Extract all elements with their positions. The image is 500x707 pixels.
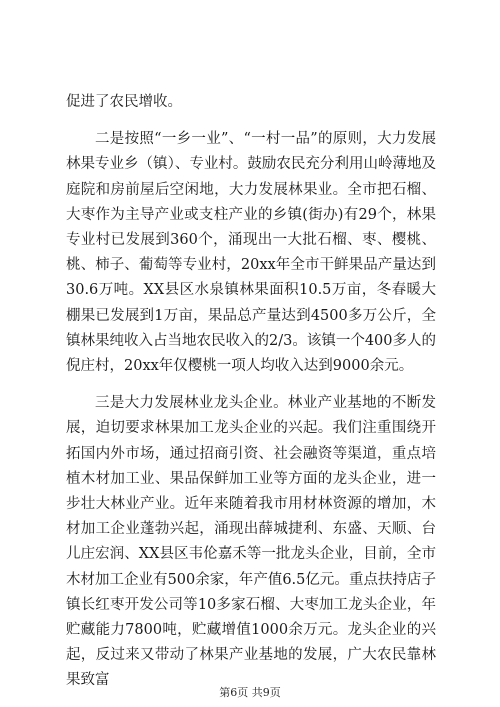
document-body (66, 90, 436, 694)
page-number-footer: 第6页 共9页 (219, 686, 281, 699)
paragraph-leading-enterprises: 三是大力发展林业龙头企业。林业产业基地的不断发展，迫切要求林果加工龙头企业的兴起。我们注重围绕开拓国内外市场，通过招商引资、社会融资等渠道，重点培植木材加工业、果品保鲜加工业等方面的龙头企业，进一步壮大林业产业。近年来随着我市用材林资源的增加，木材加工企业蓬勃兴起，涌现出薛城捷利、东盛、天顺、台儿庄宏润、XX县区韦伦嘉禾等一批龙头企业，目前，全市木材加工企业有500余家，年产值6.5亿元。重点扶持店子镇长红枣开发公司等10多家石榴、大枣加工龙头企业，年贮藏能力7800吨，贮藏增值1000余万元。龙头企业的兴起，反过来又带动了林果产业基地的发展，广大农民靠林果致富 (66, 395, 436, 689)
paragraph-continuation: 促进了农民增收。 (66, 94, 182, 110)
paragraph-orchard-specialization: 二是按照“一乡一业”、“一村一品”的原则，大力发展林果专业乡（镇）、专业村。鼓励农民充分利用山岭薄地及庭院和房前屋后空闲地，大力发展林果业。全市把石榴、大枣作为主导产业或支柱产业的乡镇(街办)有29个，林果专业村已发展到360个，涌现出一大批石榴、枣、樱桃、桃、柿子、葡萄等专业村，20xx年全市干鲜果品产量达到30.6万吨。XX县区水泉镇林果面积10.5万亩，冬春暖大棚果已发展到1万亩，果品总产量达到4500多万公斤，全镇林果纯收入占当地农民收入的2/3。该镇一个400多人的倪庄村，20xx年仅樱桃一项人均收入达到9000余元。 (66, 131, 437, 375)
